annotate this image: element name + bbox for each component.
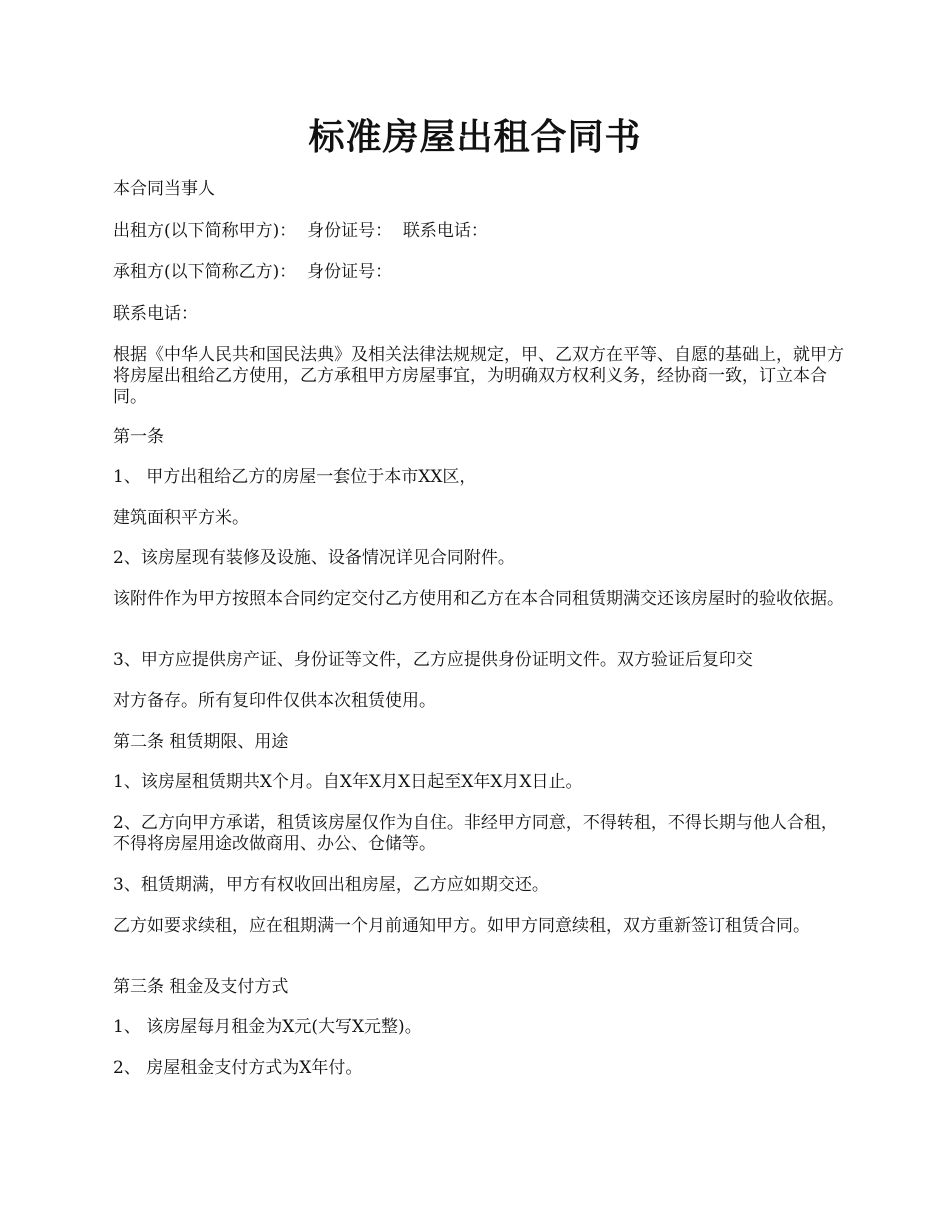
paragraph-article-2-item-3: 3、租赁期满，甲方有权收回出租房屋，乙方应如期交还。	[113, 875, 549, 895]
paragraph-preamble: 根据《中华人民共和国民法典》及相关法律法规规定，甲、乙双方在平等、自愿的基础上，就甲方将房屋出租给乙方使用，乙方承租甲方房屋事宜，为明确双方权利义务，经协商一致，订立本合同。	[113, 345, 844, 407]
paragraph-article-2-renewal: 乙方如要求续租，应在租期满一个月前通知甲方。如甲方同意续租，双方重新签订租赁合同。	[113, 916, 810, 936]
document-title: 标准房屋出租合同书	[308, 116, 642, 158]
paragraph-article-3-item-1: 1、 该房屋每月租金为X元(大写X元整)。	[113, 1017, 422, 1037]
paragraph-article-1-copies: 对方备存。所有复印件仅供本次租赁使用。	[113, 691, 436, 711]
paragraph-article-1-item-1: 1、 甲方出租给乙方的房屋一套位于本市XX区，	[113, 467, 477, 487]
paragraph-article-1-heading: 第一条	[113, 427, 164, 447]
paragraph-article-2-item-2: 2、乙方向甲方承诺，租赁该房屋仅作为自住。非经甲方同意，不得转租，不得长期与他人合租，不得将房屋用途改做商用、办公、仓储等。	[113, 813, 838, 854]
paragraph-article-1-item-3: 3、甲方应提供房产证、身份证等文件，乙方应提供身份证明文件。双方验证后复印交	[113, 650, 753, 670]
paragraph-article-1-attachment: 该附件作为甲方按照本合同约定交付乙方使用和乙方在本合同租赁期满交还该房屋时的验收依据。	[113, 589, 844, 609]
paragraph-parties-heading: 本合同当事人	[113, 179, 215, 199]
paragraph-article-1-item-2: 2、该房屋现有装修及设施、设备情况详见合同附件。	[113, 548, 515, 568]
paragraph-article-3-item-2: 2、 房屋租金支付方式为X年付。	[113, 1058, 363, 1078]
paragraph-article-2-heading: 第二条 租赁期限、用途	[113, 732, 289, 752]
paragraph-lessee-phone: 联系电话：	[113, 304, 198, 324]
paragraph-article-2-item-1: 1、该房屋租赁期共X个月。自X年X月X日起至X年X月X日止。	[113, 772, 583, 792]
paragraph-article-1-area: 建筑面积平方米。	[113, 508, 249, 528]
paragraph-article-3-heading: 第三条 租金及支付方式	[113, 977, 289, 997]
paragraph-lessee-info: 承租方(以下简称乙方)： 身份证号：	[113, 262, 393, 282]
paragraph-lessor-info: 出租方(以下简称甲方)： 身份证号： 联系电话：	[113, 221, 488, 241]
